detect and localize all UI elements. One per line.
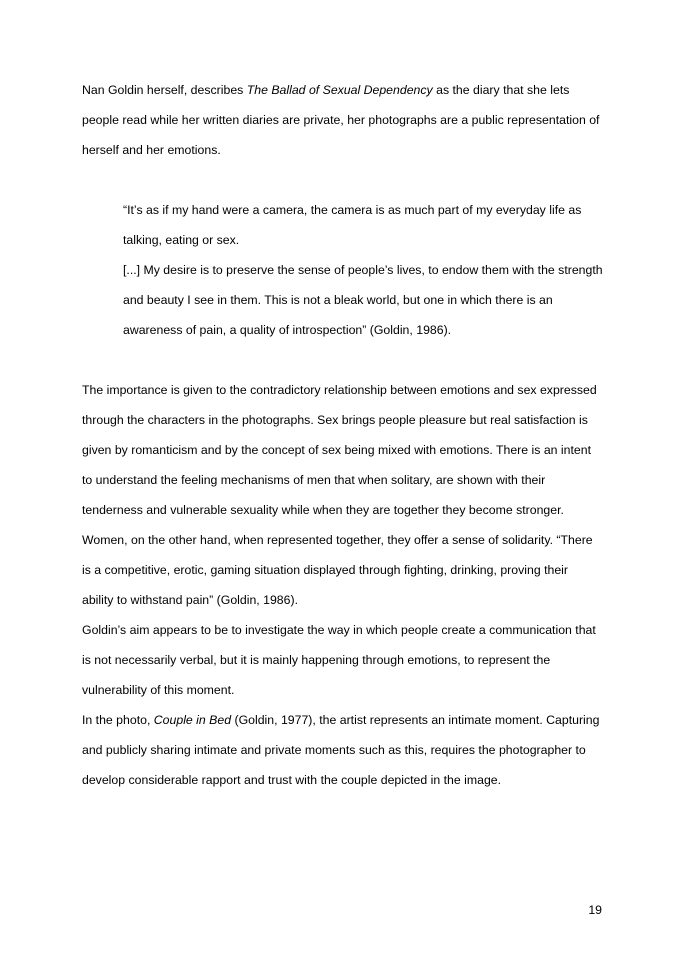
paragraph-rest-text: (Goldin, 1977), the artist represents an intimate moment. Capturing and publicly sharing intimate and private moments such as this, requires the photographer to develop considerable rapport and trust with the couple depicted in the image. — [82, 713, 600, 787]
block-quote — [123, 195, 603, 345]
paragraph-importance: The importance is given to the contradictory relationship between emotions and sex expressed through the characters in the photographs. Sex brings people pleasure but real satisfaction is given by romanticism and by the concept of sex being mixed with emotions. There is an intent to understand the feeling mechanisms of men that when solitary, are shown with their tenderness and vulnerable sexuality while when they are together they become stronger. — [82, 383, 597, 517]
paragraph-rest-text: as the diary that she lets people read while her written diaries are private, her photographs are a public representation of herself and her emotions. — [82, 83, 600, 157]
paragraph-lead-text: In the photo, — [82, 713, 154, 727]
body-section-2 — [82, 375, 602, 795]
page-number: 19 — [588, 903, 602, 917]
paragraph-aim: Goldin’s aim appears to be to investigate the way in which people create a communication that is not necessarily verbal, but it is mainly happening through emotions, to represent the vulnerability of this moment. — [82, 623, 596, 697]
paragraph-ballad-description — [82, 75, 602, 165]
paragraph-lead-text: Nan Goldin herself, describes — [82, 83, 247, 97]
quote-part-camera: “It’s as if my hand were a camera, the camera is as much part of my everyday life as talking, eating or sex. — [123, 203, 582, 247]
italic-title-couple-in-bed: Couple in Bed — [153, 713, 232, 727]
quote-part-desire: [...] My desire is to preserve the sense of people’s lives, to endow them with the strength and beauty I see in them. This is not a bleak world, but one in which there is an awareness of pain, a quality of introspection” (Goldin, 1986). — [123, 263, 603, 337]
italic-title-ballad: The Ballad of Sexual Dependency — [246, 83, 433, 97]
paragraph-couple-in-bed — [82, 705, 602, 795]
paragraph-women: Women, on the other hand, when represented together, they offer a sense of solidarity. “There is a competitive, erotic, gaming situation displayed through fighting, drinking, proving their ability to withstand pain” (Goldin, 1986). — [82, 533, 593, 607]
